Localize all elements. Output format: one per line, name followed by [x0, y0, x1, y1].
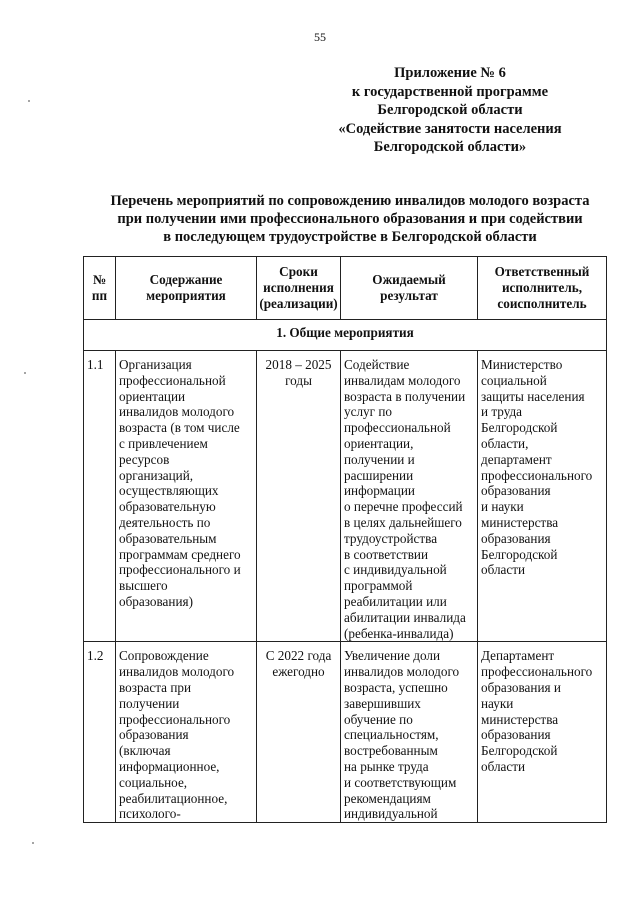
header-content: Содержание мероприятия — [116, 257, 257, 320]
appendix-heading — [300, 64, 600, 157]
table-row — [84, 642, 607, 823]
row-content: Организация профессиональной ориентации инвалидов молодого возраста (в том числе с привлечением ресурсов организаций, осуществляющих образовательную деятельность по образовательным программам среднего профессионального и высшего образования) — [116, 351, 257, 642]
title-line: в последующем трудоустройстве в Белгородской области — [163, 229, 537, 245]
title-line: при получении ими профессионального образования и при содействии — [117, 211, 583, 227]
scan-speck — [24, 372, 26, 374]
table-header-row — [84, 257, 607, 320]
appendix-line: Белгородской области» — [373, 139, 527, 155]
document-title — [90, 192, 610, 246]
header-executor: Ответственный исполнитель, соисполнитель — [478, 257, 607, 320]
row-number: 1.2 — [84, 642, 116, 823]
row-term: С 2022 года ежегодно — [257, 642, 341, 823]
section-row — [84, 320, 607, 351]
appendix-line: Белгородской области — [377, 102, 523, 118]
row-result: Увеличение доли инвалидов молодого возраста, успешно завершивших обучение по специальностям, востребованным на рынке труда и соответствующим рекомендациям индивидуальной — [341, 642, 478, 823]
row-number: 1.1 — [84, 351, 116, 642]
row-content: Сопровождение инвалидов молодого возраста при получении профессионального образования (включая информационное, социальное, реабилитационное, психолого- — [116, 642, 257, 823]
row-term: 2018 – 2025 годы — [257, 351, 341, 642]
row-executor: Министерство социальной защиты населения и труда Белгородской области, департамент профессионального образования и науки министерства образования Белгородской области — [478, 351, 607, 642]
header-result: Ожидаемый результат — [341, 257, 478, 320]
scan-speck — [32, 842, 34, 844]
header-term: Сроки исполнения (реализации) — [257, 257, 341, 320]
appendix-line: Приложение № 6 — [394, 65, 506, 81]
measures-table — [83, 256, 607, 823]
title-line: Перечень мероприятий по сопровождению инвалидов молодого возраста — [110, 193, 590, 209]
appendix-line: «Содействие занятости населения — [338, 120, 562, 137]
row-result: Содействие инвалидам молодого возраста в получении услуг по профессиональной ориентации, получении и расширении информации о перечне профессий в целях дальнейшего трудоустройства в соответствии с индивидуальной программой реабилитации или абилитации инвалида (ребенка-инвалида) — [341, 351, 478, 642]
table-row — [84, 351, 607, 642]
appendix-line: к государственной программе — [351, 83, 549, 100]
row-executor: Департамент профессионального образования и науки министерства образования Белгородской области — [478, 642, 607, 823]
page-number: 55 — [314, 30, 326, 44]
section-title: 1. Общие мероприятия — [84, 320, 607, 351]
scan-speck — [28, 100, 30, 102]
header-number: № пп — [84, 257, 116, 320]
